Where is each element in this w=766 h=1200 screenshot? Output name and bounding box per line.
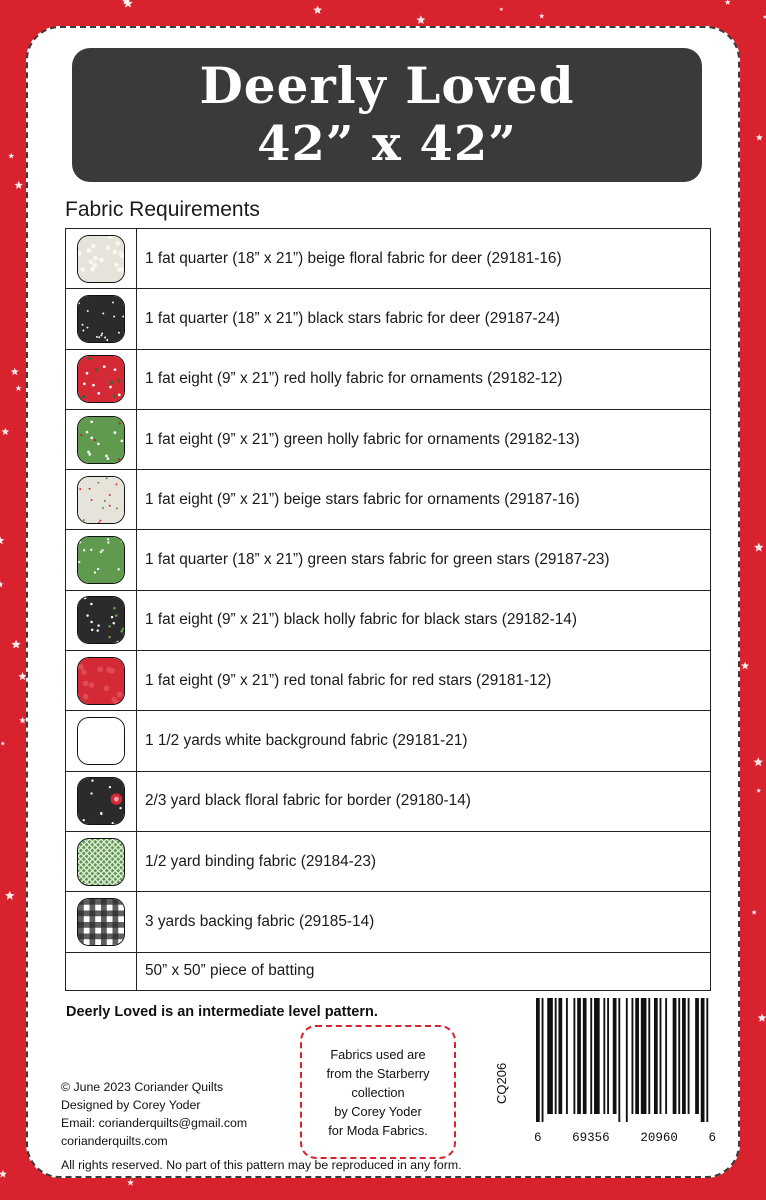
swatch-cell (66, 530, 137, 590)
fabric-swatch-black-plaid (77, 898, 125, 946)
barcode-bar (603, 998, 605, 1114)
swatch-cell (66, 771, 137, 831)
fabric-swatch-white-background (77, 717, 125, 765)
barcode-bar (618, 998, 620, 1122)
fabric-requirements-table (65, 228, 711, 991)
note-line: from the Starberry (326, 1065, 430, 1081)
fabric-row (66, 711, 711, 771)
barcode-bar (536, 998, 540, 1122)
fabric-row (66, 892, 711, 952)
fabric-row (66, 590, 711, 650)
fabric-description: 1 fat quarter (18” x 21”) green stars fabric for green stars (29187-23) (137, 530, 711, 590)
swatch-cell (66, 409, 137, 469)
barcode-bar (626, 998, 628, 1122)
swatch-cell (66, 590, 137, 650)
fabric-description: 3 yards backing fabric (29185-14) (137, 892, 711, 952)
swatch-cell (66, 349, 137, 409)
fabric-description: 1 fat eight (9” x 21”) black holly fabric for black stars (29182-14) (137, 590, 711, 650)
barcode-bar (607, 998, 609, 1114)
barcode-bar (695, 998, 699, 1114)
swatch-cell (66, 289, 137, 349)
barcode-bar (583, 998, 587, 1114)
fabric-swatch-black-stars (77, 295, 125, 343)
fabric-swatch-beige-floral (77, 235, 125, 283)
swatch-cell (66, 952, 137, 990)
fabric-row (66, 289, 711, 349)
title-banner (72, 48, 702, 182)
pattern-size: 42” x 42” (257, 116, 517, 172)
barcode-digit-group: 20960 (640, 1131, 678, 1145)
fabric-description: 1 fat eight (9” x 21”) beige stars fabric for ornaments (29187-16) (137, 470, 711, 530)
barcode-digits (534, 1131, 716, 1145)
barcode-bar (648, 998, 650, 1114)
swatch-cell (66, 229, 137, 289)
fabric-description: 1 1/2 yards white background fabric (29181-21) (137, 711, 711, 771)
barcode-digit-group: 6 (708, 1131, 716, 1145)
barcode-bar (594, 998, 600, 1114)
barcode (536, 998, 712, 1122)
barcode-bar (688, 998, 690, 1114)
email-text: Email: corianderquilts@gmail.com (61, 1116, 248, 1130)
copyright-text: © June 2023 Coriander Quilts (61, 1080, 224, 1094)
fabric-swatch-beige-stars (77, 476, 125, 524)
pattern-title: Deerly Loved (199, 56, 575, 115)
barcode-bar (673, 998, 677, 1114)
barcode-bar (635, 998, 639, 1114)
barcode-bar (682, 998, 686, 1114)
barcode-digit-group: 6 (534, 1131, 542, 1145)
fabric-row (66, 831, 711, 891)
swatch-cell (66, 831, 137, 891)
swatch-cell (66, 892, 137, 952)
barcode-bar (573, 998, 575, 1114)
fabric-row (66, 470, 711, 530)
pattern-card (26, 26, 740, 1178)
barcode-bar (631, 998, 633, 1114)
fabric-swatch-red-holly (77, 355, 125, 403)
fabric-description: 2/3 yard black floral fabric for border (29180-14) (137, 771, 711, 831)
note-line: collection (351, 1084, 405, 1100)
fabric-requirements-heading: Fabric Requirements (65, 198, 260, 221)
fabric-collection-note (300, 1025, 456, 1159)
fabric-swatch-green-holly (77, 416, 125, 464)
fabric-swatch-green-stars (77, 536, 125, 584)
swatch-cell (66, 470, 137, 530)
barcode-bar (706, 998, 708, 1122)
fabric-row (66, 651, 711, 711)
website-text: corianderquilts.com (61, 1134, 168, 1148)
fabric-swatch-green-binding (77, 838, 125, 886)
barcode-bar (590, 998, 592, 1114)
barcode-digit-group: 69356 (572, 1131, 610, 1145)
skill-level-note: Deerly Loved is an intermediate level pattern. (66, 1004, 378, 1020)
fabric-description: 1/2 yard binding fabric (29184-23) (137, 831, 711, 891)
fabric-description: 1 fat quarter (18” x 21”) black stars fabric for deer (29187-24) (137, 289, 711, 349)
barcode-bar (577, 998, 581, 1114)
fabric-row (66, 409, 711, 469)
barcode-bar (678, 998, 680, 1114)
swatch-cell (66, 711, 137, 771)
barcode-bar (654, 998, 658, 1114)
fabric-swatch-black-floral (77, 777, 125, 825)
fabric-swatch-red-tonal (77, 657, 125, 705)
barcode-bar (641, 998, 647, 1114)
fabric-row (66, 530, 711, 590)
swatch-cell (66, 651, 137, 711)
barcode-bar (613, 998, 617, 1114)
fabric-description: 1 fat quarter (18” x 21”) beige floral fabric for deer (29181-16) (137, 229, 711, 289)
barcode-bar (660, 998, 662, 1114)
note-line: Fabrics used are (330, 1046, 426, 1062)
note-line: for Moda Fabrics. (328, 1122, 428, 1138)
note-line: by Corey Yoder (334, 1103, 422, 1119)
credits-block (61, 1078, 247, 1150)
fabric-description: 50” x 50” piece of batting (137, 952, 711, 990)
barcode-bar (665, 998, 667, 1114)
fabric-description: 1 fat eight (9” x 21”) red holly fabric for ornaments (29182-12) (137, 349, 711, 409)
fabric-row (66, 952, 711, 990)
fabric-description: 1 fat eight (9” x 21”) red tonal fabric for red stars (29181-12) (137, 651, 711, 711)
barcode-bar (542, 998, 544, 1122)
rights-notice: All rights reserved. No part of this pattern may be reproduced in any form. (61, 1158, 462, 1172)
barcode-bar (555, 998, 557, 1114)
barcode-bar (547, 998, 553, 1114)
sku-code: CQ206 (494, 1062, 509, 1104)
fabric-row (66, 771, 711, 831)
barcode-bar (558, 998, 562, 1114)
fabric-swatch-black-holly (77, 596, 125, 644)
barcode-bar (566, 998, 568, 1114)
barcode-bar (701, 998, 705, 1122)
designer-text: Designed by Corey Yoder (61, 1098, 201, 1112)
fabric-row (66, 229, 711, 289)
fabric-description: 1 fat eight (9” x 21”) green holly fabric for ornaments (29182-13) (137, 409, 711, 469)
fabric-row (66, 349, 711, 409)
